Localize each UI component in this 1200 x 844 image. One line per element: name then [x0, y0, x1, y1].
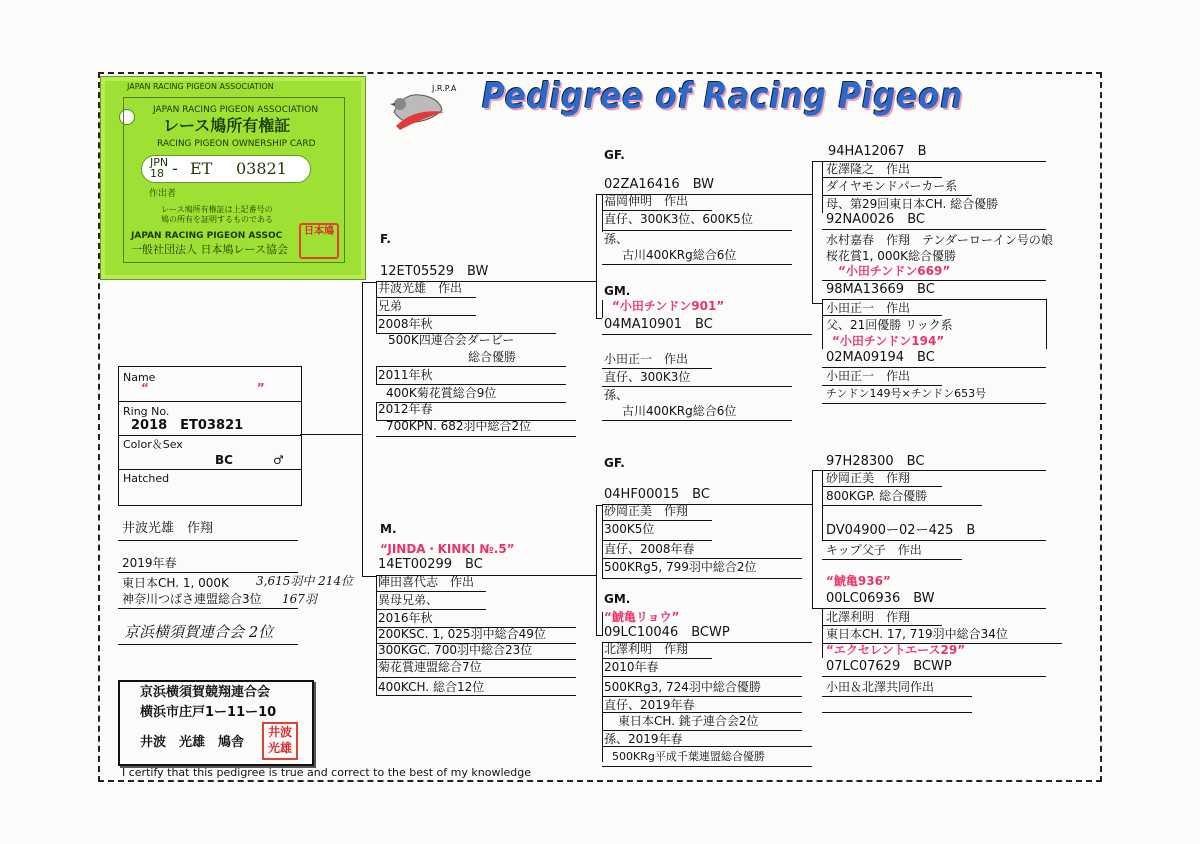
name-value: “ ”	[141, 381, 265, 395]
owner-note-3: 東日本CH. 1, 000K	[122, 576, 229, 590]
breeder-line-2: 横浜市庄戸1ー11ー10	[140, 705, 277, 720]
father-ring: 12ET05529 BW	[380, 264, 489, 279]
mother-line-3: 2016年秋	[378, 611, 433, 625]
mgf-ring: 04HF00015 BC	[604, 487, 710, 502]
card-title-en: RACING PIGEON OWNERSHIP CARD	[157, 139, 316, 149]
ggp-5-ring: 97H28300 BC	[826, 454, 925, 469]
card-number-box	[141, 155, 311, 183]
father-line-7: 400K菊花賞総合9位	[386, 386, 497, 400]
mgm-line-7: 500KRg平成千葉連盟総合優勝	[612, 750, 765, 763]
card-jpn: JPN	[150, 156, 169, 169]
subject-box	[118, 366, 302, 506]
mgm-line-4: 直仔、2019年春	[604, 698, 695, 712]
mgf-line-2: 300K5位	[604, 522, 655, 536]
mgf-line-4: 500KRg5, 799羽中総合2位	[604, 560, 757, 574]
card-code: ET	[190, 159, 213, 178]
handwritten-note-2: 167羽	[282, 592, 317, 606]
card-note-1: レース鳩所有権証は上記番号の	[161, 205, 273, 214]
mother-nickname: “JINDA・KINKI №.5”	[380, 542, 515, 556]
card-year: 18	[150, 167, 164, 180]
ggp-2-line-1: 水村嘉春 作翔 テンダーローイン号の娘	[826, 233, 1053, 247]
mgf-line-3: 直仔、2008年春	[604, 542, 695, 556]
ggp-3-nickname: “小田チンドン194”	[832, 334, 945, 348]
father-line-4: 500K四連合会ダービー	[388, 333, 515, 347]
card-note-2: 鳩の所有を証明するものである	[161, 215, 273, 224]
breeder-line-1: 京浜横須賀競翔連合会	[140, 685, 271, 700]
father-line-1: 井波光雄 作出	[378, 281, 463, 295]
ggp-7-line-1: 北澤利明 作翔	[826, 610, 911, 624]
mgm-line-1: 北澤利明 作翔	[604, 642, 689, 656]
pgm-line-3: 孫、	[604, 388, 629, 402]
pgm-ring: 04MA10901 BC	[604, 317, 713, 332]
ggp-7-line-2: 東日本CH. 17, 719羽中総合34位	[826, 627, 1008, 641]
ggp-6-nickname: “鯱亀936”	[826, 574, 891, 588]
mother-label: M.	[380, 522, 397, 536]
mgm-ring: 09LC10046 BCWP	[604, 625, 730, 640]
mother-line-4: 200KSC. 1, 025羽中総合49位	[378, 627, 546, 641]
handwritten-note-1: 3,615羽中 214位	[256, 574, 354, 588]
page-title: Pedigree of Racing Pigeon	[482, 76, 964, 117]
mgm-label: GM.	[604, 592, 631, 606]
ggp-2-line-2: 桜花賞1, 000K総合優勝	[826, 249, 957, 263]
color-value: BC	[215, 453, 233, 467]
pgm-label: GM.	[604, 284, 631, 298]
ggp-2-ring: 92NA0026 BC	[826, 212, 926, 227]
mother-line-6: 菊花賞連盟総合7位	[378, 660, 482, 674]
ggp-1-ring: 94HA12067 B	[828, 144, 927, 159]
mother-line-1: 陣田喜代志 作出	[378, 575, 475, 589]
father-line-8: 2012年春	[378, 402, 433, 416]
owner-note-4: 神奈川つばさ連盟総合3位	[122, 592, 262, 606]
sex-icon: ♂	[273, 453, 284, 467]
breeder-line-3: 井波 光雄 鳩舎	[140, 735, 245, 750]
mother-line-5: 300KGC. 700羽中総合23位	[378, 643, 533, 657]
hatched-label: Hatched	[123, 472, 170, 485]
mgf-line-1: 砂岡正美 作翔	[604, 504, 689, 518]
pgf-line-1: 福岡伸明 作出	[604, 194, 689, 208]
pgm-line-4: 古川400KRg総合6位	[622, 404, 737, 418]
pgf-line-2: 直仔、300K3位、600K5位	[604, 212, 753, 226]
ggp-4-ring: 02MA09194 BC	[826, 350, 935, 365]
card-assoc-jp: 一般社団法人 日本鳩レース協会	[131, 243, 288, 256]
ggp-8-ring: 07LC07629 BCWP	[826, 659, 952, 674]
mgm-line-2: 2010年春	[604, 660, 659, 674]
color-sex-label: Color＆Sex	[123, 438, 183, 451]
ggp-1-line-3: 母、第29回東日本CH. 総合優勝	[826, 197, 999, 211]
mgm-line-5: 東日本CH. 銚子連合会2位	[618, 714, 759, 728]
owner-note-2: 2019年春	[122, 556, 177, 570]
breeder-seal-stamp: 井波光雄	[262, 722, 298, 760]
mother-ring: 14ET00299 BC	[378, 557, 483, 572]
ggp-6-line-1: キップ父子 作出	[826, 543, 922, 557]
card-assoc-en: JAPAN RACING PIGEON ASSOCIATION	[153, 105, 319, 115]
mgm-nickname: “鯱亀リョウ”	[604, 610, 680, 624]
father-line-9: 700KPN. 682羽中総合2位	[386, 419, 532, 433]
ggp-2-nickname: “小田チンドン669”	[838, 264, 951, 278]
ggp-3-line-1: 小田正一 作出	[826, 301, 911, 315]
ggp-4-line-2: チンドン149号×チンドン653号	[826, 387, 987, 400]
card-number: 03821	[236, 159, 287, 178]
pgm-line-2: 直仔、300K3位	[604, 370, 691, 384]
father-line-6: 2011年秋	[378, 368, 433, 382]
mgf-label: GF.	[604, 456, 625, 470]
owner-note-handwritten: 京浜横須賀連合会 2位	[124, 623, 274, 641]
card-title-jp: レース鳩所有権証	[163, 116, 291, 135]
father-label: F.	[380, 232, 391, 246]
name-label: Name	[123, 371, 156, 384]
ggp-3-line-2: 父、21回優勝 リック系	[826, 318, 953, 332]
ggp-5-line-2: 800KGP. 総合優勝	[826, 489, 928, 503]
ownership-card	[100, 76, 366, 280]
mother-line-2: 異母兄弟、	[378, 593, 439, 607]
ring-label: Ring No.	[123, 405, 170, 418]
logo-text: J.R.P.A	[432, 84, 457, 93]
pgm-nickname: “小田チンドン901”	[612, 299, 725, 313]
owner-note-1: 井波光雄 作翔	[122, 521, 214, 536]
breeder-box	[118, 680, 314, 766]
ggp-1-line-1: 花澤隆之 作出	[826, 162, 911, 176]
ggp-1-line-2: ダイヤモンドパーカー系	[826, 179, 958, 193]
card-seal-stamp: 日本鳩	[299, 223, 339, 259]
pgf-line-4: 古川400KRg総合6位	[622, 248, 737, 262]
ggp-5-line-1: 砂岡正美 作翔	[826, 471, 911, 485]
card-dash: -	[172, 159, 178, 178]
ggp-8-line-1: 小田＆北澤共同作出	[826, 680, 935, 694]
mgm-line-6: 孫、2019年春	[604, 732, 683, 746]
ggp-7-ring: 00LC06936 BW	[826, 591, 935, 606]
pgf-label: GF.	[604, 148, 625, 162]
ggp-3-ring: 98MA13669 BC	[826, 282, 935, 297]
father-line-2: 兄弟	[378, 299, 403, 313]
ggp-4-line-1: 小田正一 作出	[826, 369, 911, 383]
certify-text: I certify that this pedigree is true and correct to the best of my knowledge	[122, 766, 532, 779]
ggp-6-ring: DV04900ー02ー425 B	[826, 523, 976, 538]
father-line-3: 2008年秋	[378, 317, 433, 331]
pgm-line-1: 小田正一 作出	[604, 352, 689, 366]
mgm-line-3: 500KRg3, 724羽中総合優勝	[604, 680, 761, 694]
card-assoc-en2: JAPAN RACING PIGEON ASSOC	[131, 231, 283, 241]
card-author-label: 作出者	[149, 189, 177, 199]
ggp-7-nickname: “エクセレントエース29”	[826, 643, 966, 657]
pgf-ring: 02ZA16416 BW	[604, 177, 715, 192]
ring-value: 2018 ET03821	[131, 418, 244, 433]
pgf-line-3: 孫、	[604, 232, 629, 246]
father-line-5: 総合優勝	[468, 350, 517, 364]
mother-line-7: 400KCH. 総合12位	[378, 680, 485, 694]
card-border-text: JAPAN RACING PIGEON ASSOCIATION	[127, 82, 274, 91]
